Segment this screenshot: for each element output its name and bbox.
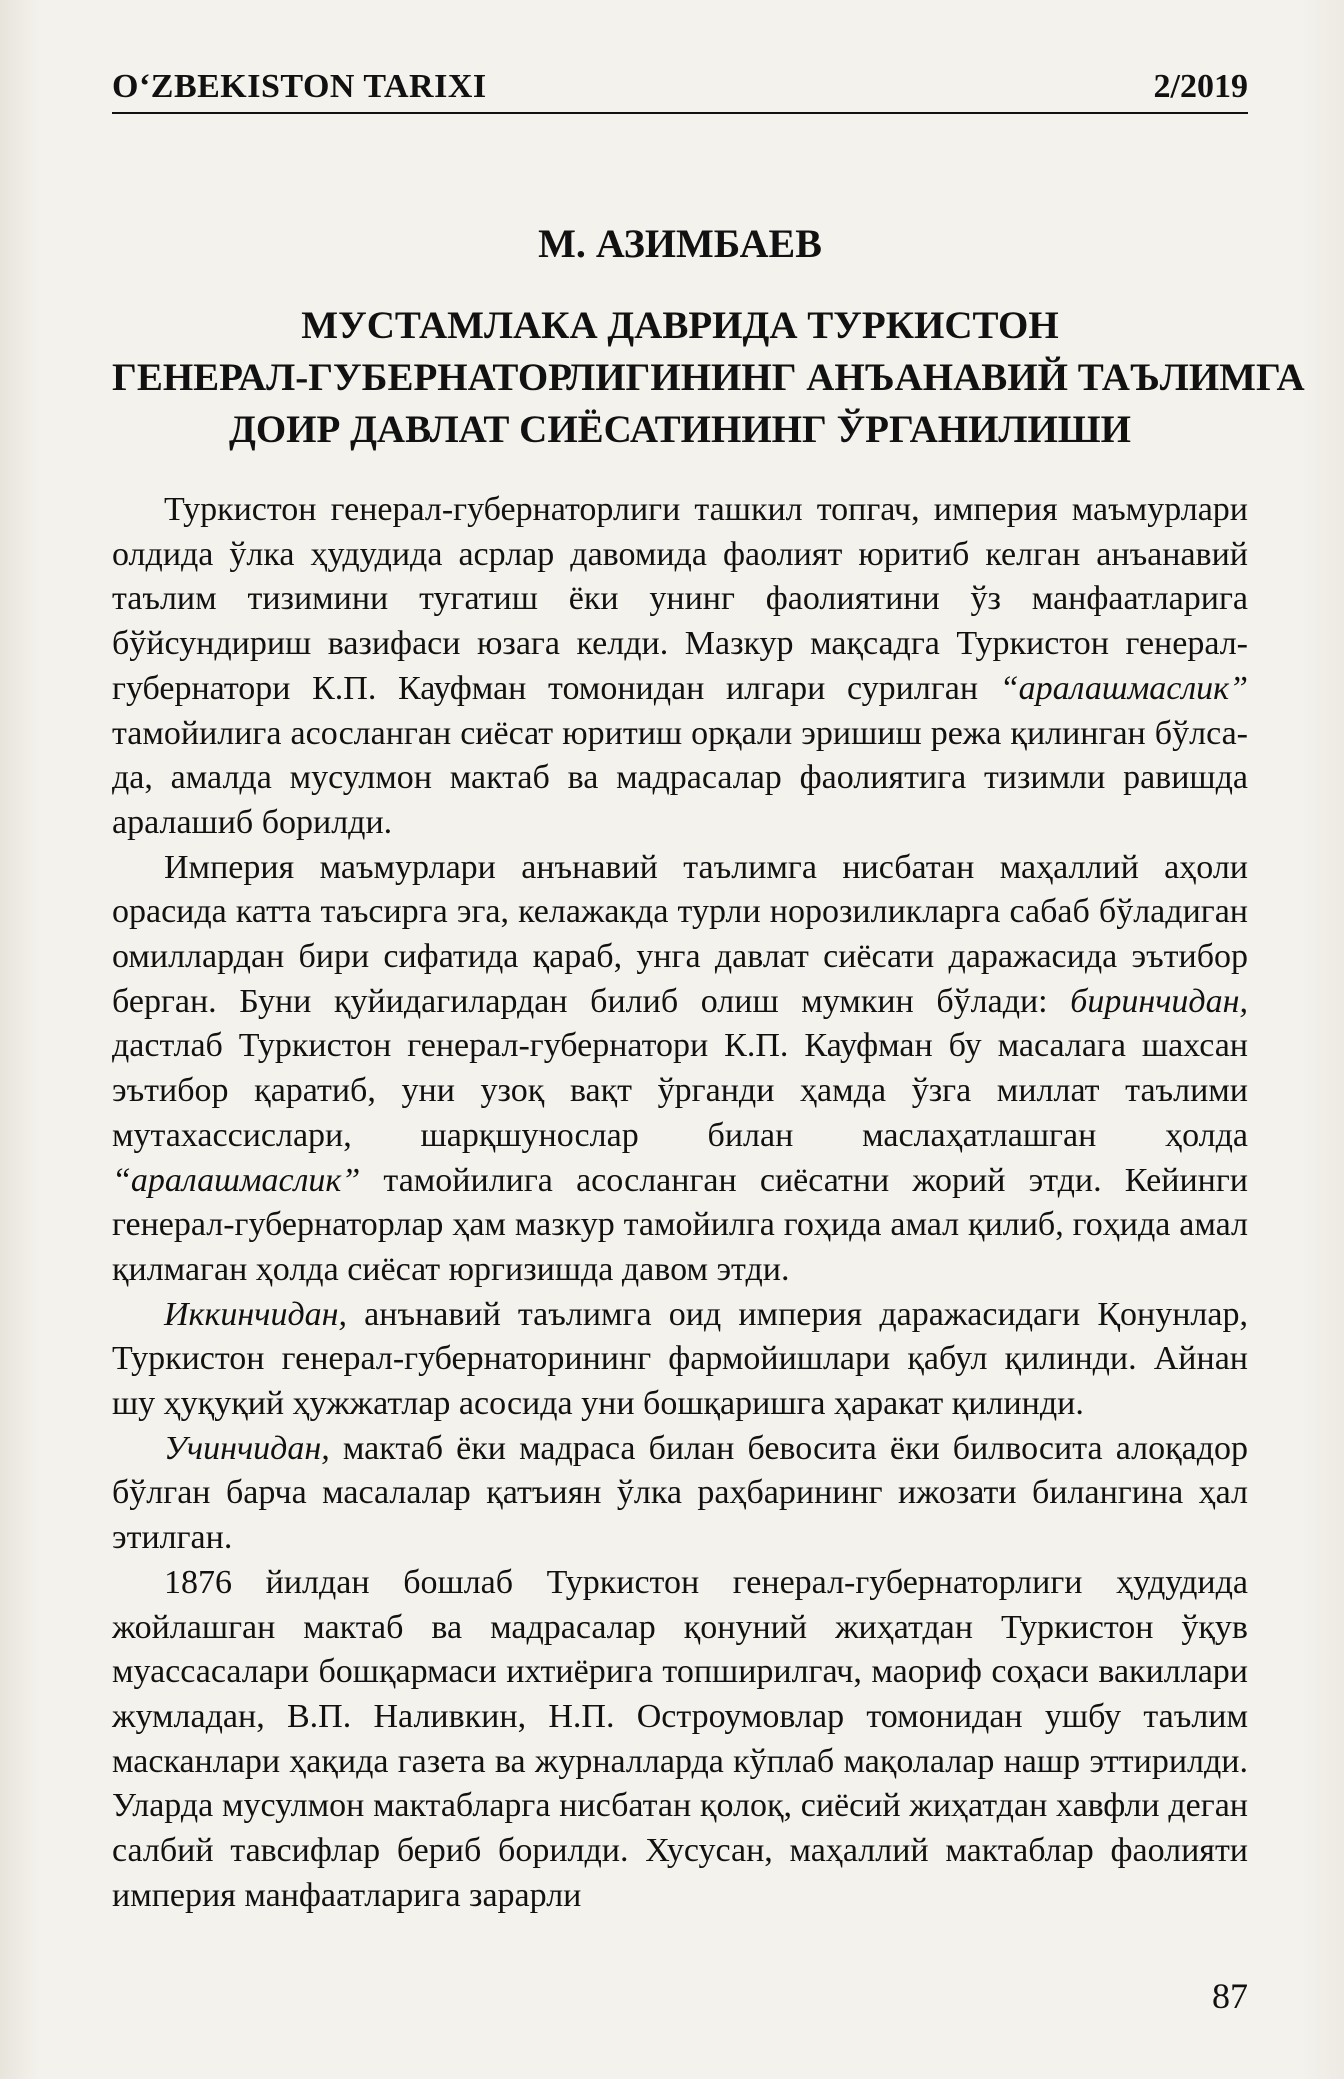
author-name: М. АЗИМБАЕВ: [538, 221, 822, 266]
paragraph-2-emphasis-2: “аралашмаслик”: [112, 1161, 361, 1199]
paragraph-5: 1876 йилдан бошлаб Туркистон генерал-губернаторлиги ҳудудида жойлашган мактаб ва мадрасалар қонуний жиҳатдан Туркистон ўқув муассасалари бошқармаси ихтиёрига топширилгач, маориф соҳаси вакиллари жумладан, В.П. Наливкин, Н.П. Остроумовлар томонидан ушбу таълим масканлари ҳақида газета ва журналларда кўплаб мақолалар нашр эттирилди. Уларда мусулмон мактабларга нисбатан қолоқ, сиёсий жиҳатдан хавфли деган салбий тавсифлар бериб борилди. Хусусан, маҳаллий мактаблар фаолияти империя манфаатларига зарарли: [112, 1563, 1248, 1914]
issue-number: 2/2019: [1146, 68, 1248, 106]
paragraph-1-text-b: тамойилига асосланган сиёсат юритиш орқали эришиш режа қилинган бўлса-да, амалда мусулмон мактаб ва мадрасалар фаолиятига тизимли равишда аралашиб борилди.: [112, 714, 1248, 841]
paragraph-3: [112, 1293, 1248, 1427]
paragraph-1: [112, 488, 1248, 846]
paragraph-2-text-b: дастлаб Туркистон генерал-губернатори К.П. Кауфман бу масалага шахсан эътибор қаратиб, уни узоқ вақт ўрганди ҳамда ўзга миллат таълими мутахассислари, шарқшунослар билан маслаҳатлашган ҳолда: [112, 1027, 1248, 1154]
page-number: 87: [1212, 1976, 1248, 2016]
article-title: [112, 300, 1305, 456]
title-line-2: ГЕНЕРАЛ-ГУБЕРНАТОРЛИГИНИНГ АНЪАНАВИЙ ТАЪЛИМГА: [112, 356, 1305, 399]
paragraph-4-emphasis: Учинчидан,: [164, 1429, 330, 1467]
paragraph-2: [112, 846, 1248, 1293]
title-line-3: ДОИР ДАВЛАТ СИЁСАТИНИНГ ЎРГАНИЛИШИ: [229, 408, 1131, 451]
paragraph-3-text: анънавий таълимга оид империя даражасидаги Қонунлар, Туркистон генерал-губернаторининг фармойишлари қабул қилинди. Айнан шу ҳуқуқий ҳужжатлар асосида уни бошқаришга ҳаракат қилинди.: [112, 1295, 1248, 1423]
article-body: [112, 488, 1248, 1919]
title-line-1: МУСТАМЛАКА ДАВРИДА ТУРКИСТОН: [301, 304, 1059, 347]
paragraph-2-emphasis-1: биринчидан,: [1070, 982, 1248, 1020]
running-header: [112, 64, 1248, 114]
paragraph-4: [112, 1427, 1248, 1561]
paragraph-1-emphasis: “аралашмаслик”: [999, 669, 1248, 707]
paragraph-2-text-c: тамойилига асосланган сиёсатни жорий этди. Кейинги генерал-губернаторлар ҳам мазкур тамойилга гоҳида амал қилиб, гоҳида амал қилмаган ҳолда сиёсат юргизишда давом этди.: [112, 1161, 1248, 1288]
paragraph-4-text: мактаб ёки мадраса билан бевосита ёки билвосита алоқадор бўлган барча масалалар қатъиян ўлка раҳбарининг ижозати билангина ҳал этилган.: [112, 1429, 1248, 1557]
journal-title: O‘ZBEKISTON TARIXI: [112, 68, 495, 106]
paragraph-3-emphasis: Иккинчидан,: [164, 1295, 348, 1333]
paragraph-2-text-a: Империя маъмурлари анънавий таълимга нисбатан маҳаллий аҳоли орасида катта таъсирга эга, келажакда турли норозиликларга сабаб бўладиган омиллардан бири сифатида қараб, унга давлат сиёсати даражасида эътибор берган. Буни қуйидагилардан билиб олиш мумкин бўлади:: [112, 848, 1248, 1020]
paragraph-1-text-a: Туркистон генерал-губернаторлиги ташкил топгач, империя маъмурлари олдида ўлка ҳудудида асрлар давомида фаолият юритиб келган анъанавий таълим тизимини тугатиш ёки унинг фаолиятини ўз манфаатларига бўйсундириш вазифаси юзага келди. Мазкур мақсадга Туркистон генерал-губернатори К.П. Кауфман томонидан илгари сурилган: [112, 491, 1248, 707]
